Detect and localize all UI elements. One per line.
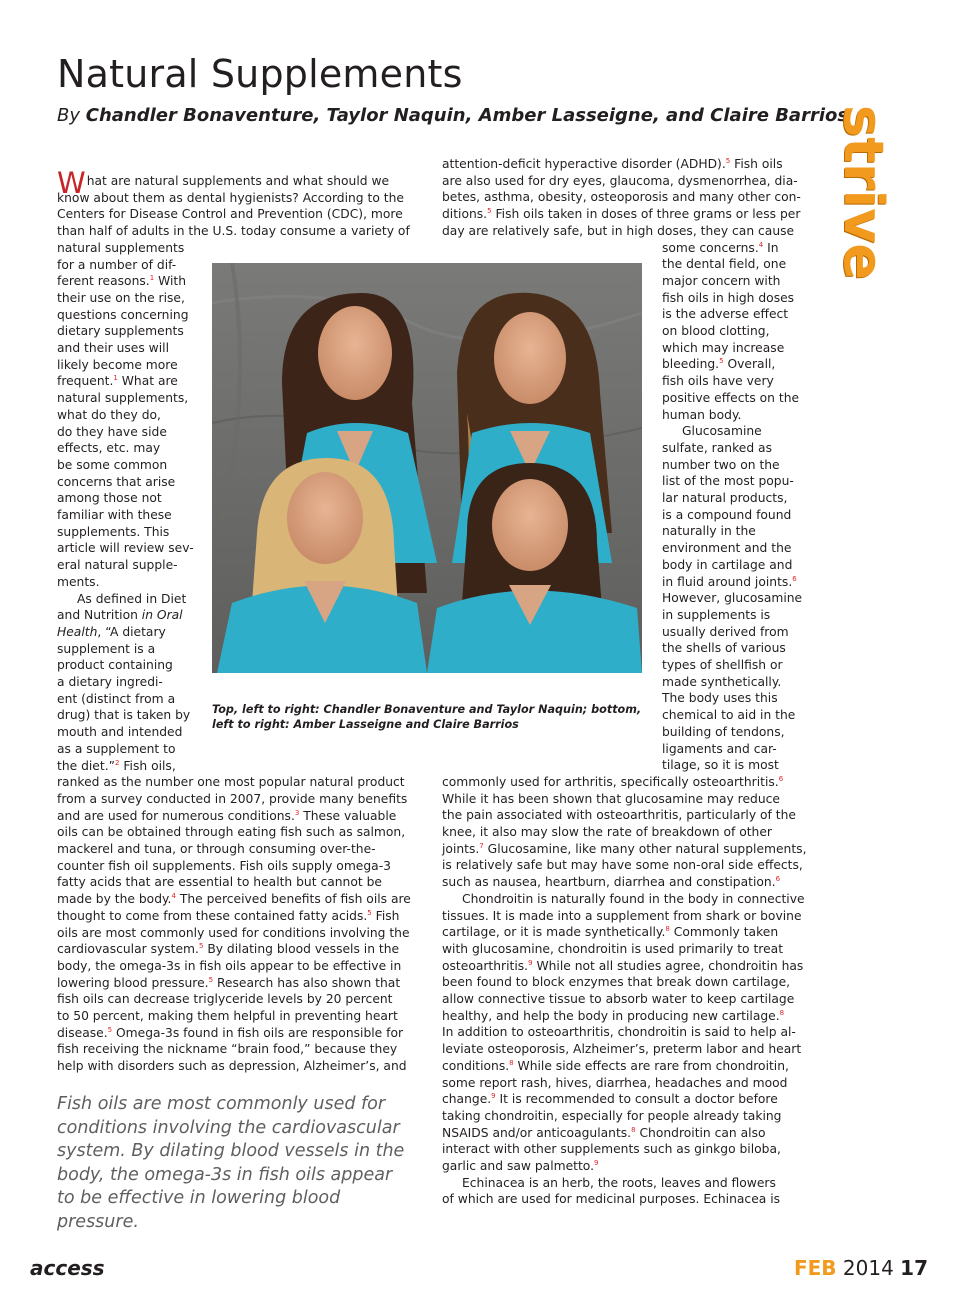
text-run: such as nausea, heartburn, diarrhea and constipation.: [442, 875, 776, 890]
text-run: It is recommended to consult a doctor before: [495, 1092, 778, 1107]
col2-line: [442, 1191, 802, 1208]
citation-number: 4: [171, 892, 176, 900]
col1-line: [57, 507, 192, 524]
col2-line: [442, 1008, 802, 1025]
text-run: on blood clotting,: [662, 324, 770, 338]
col2-line: [442, 173, 802, 190]
text-run: cardiovascular system.: [57, 942, 199, 957]
text-run: fish oils in high doses: [662, 290, 795, 305]
col1-line: [57, 758, 192, 775]
col1-line: [57, 841, 407, 858]
col1-line: [57, 591, 192, 608]
byline: [57, 105, 848, 126]
citation-number: 7: [479, 841, 484, 850]
citation-number: 9: [528, 958, 533, 967]
text-run: made synthetically.: [662, 674, 782, 689]
text-run: ments.: [57, 574, 100, 589]
text-run: taking chondroitin, especially for people already taking: [442, 1108, 782, 1123]
text-run: usually derived from: [662, 624, 789, 639]
col2-line: [442, 1091, 802, 1108]
col2-line: [442, 1075, 802, 1092]
text-run: tilage, so it is most: [662, 758, 779, 773]
col2-line: [442, 1175, 802, 1192]
text-run: NSAIDS and/or anticoagulants.: [442, 1125, 632, 1140]
text-run: fatty acids that are essential to health but cannot be: [57, 875, 382, 890]
text-run: do they have side: [57, 424, 167, 439]
col1-line: [57, 240, 192, 257]
col1-line: [57, 774, 407, 791]
text-run: Overall,: [723, 357, 776, 372]
text-run: mackerel and tuna, or through consuming over-the-: [57, 842, 376, 856]
col2-line: [442, 1041, 802, 1058]
text-run: from a survey conducted in 2007, provide many benefits: [57, 791, 408, 806]
col2-line: [442, 924, 802, 941]
text-run: natural supplements: [57, 240, 185, 255]
text-run: is relatively safe but may have some non-oral side effects,: [442, 858, 803, 873]
col1-line: [57, 273, 192, 290]
text-run: questions concerning: [57, 307, 189, 322]
footer-page-number: 17: [900, 1256, 928, 1280]
text-run: supplement is a: [57, 641, 156, 656]
text-run: hat are natural supplements and what should we: [86, 174, 390, 188]
col2-line: [442, 891, 805, 908]
text-run: natural supplements,: [57, 391, 189, 406]
col2-line: [442, 974, 802, 991]
col1-line: [57, 724, 192, 741]
text-run: likely become more: [57, 357, 178, 372]
col2-line: [442, 1108, 802, 1125]
col1-line: [57, 674, 192, 691]
section-tab-label: strive: [832, 105, 895, 280]
text-run: ent (distinct from a: [57, 691, 176, 706]
col1-line: [57, 824, 407, 841]
col2-line: [662, 707, 802, 724]
citation-number: 9: [491, 1092, 496, 1101]
col2-line: [662, 640, 802, 657]
col1-line: [57, 524, 192, 541]
col1-line: [57, 323, 192, 340]
col1-line: [57, 257, 192, 274]
col1-line: [57, 1025, 407, 1042]
text-run: some report rash, hives, diarrhea, headaches and mood: [442, 1075, 788, 1090]
text-run: list of the most popu-: [662, 474, 794, 489]
citation-number: 3: [294, 808, 300, 817]
text-run: These valuable: [299, 808, 397, 823]
col1-line: [57, 624, 192, 641]
citation-number: 8: [631, 1125, 636, 1134]
col2-line: [662, 273, 802, 290]
footer-month: FEB: [793, 1256, 837, 1280]
text-run: In addition to osteoarthritis, chondroitin is said to help al-: [442, 1025, 796, 1040]
text-run: bleeding.: [662, 357, 720, 372]
text-run: Fish oils: [730, 157, 783, 171]
text-run: is a compound found: [662, 507, 792, 522]
col1-line: [57, 741, 192, 758]
col2-line: [662, 323, 802, 340]
text-run: in fluid around joints.: [662, 574, 793, 589]
col2-line: [662, 423, 802, 440]
text-run: than half of adults in the U.S. today consume a variety of: [57, 224, 410, 239]
col2-line: [442, 189, 802, 206]
col2-line: [662, 624, 802, 641]
text-run: conditions.: [442, 1058, 510, 1073]
text-run: However, glucosamine: [662, 591, 803, 606]
citation-number: 4: [758, 240, 764, 249]
text-run: attention-deficit hyperactive disorder (ADHD).: [442, 157, 726, 171]
text-run: sulfate, ranked as: [662, 440, 772, 455]
text-run: counter fish oil supplements. Fish oils supply omega-3: [57, 858, 391, 873]
col1-line: [57, 858, 407, 875]
citation-number: 5: [719, 357, 724, 366]
col2-line: [442, 824, 802, 841]
text-run: joints.: [442, 841, 480, 856]
col2-line: [442, 958, 802, 975]
text-run: Echinacea is an herb, the roots, leaves and flowers: [462, 1175, 776, 1190]
text-run: environment and the: [662, 541, 792, 556]
text-run: which may increase: [662, 340, 785, 355]
col2-line: [662, 724, 802, 741]
col2-line: [662, 674, 802, 691]
text-run: for a number of dif-: [57, 257, 177, 272]
citation-number: 8: [509, 1058, 514, 1067]
text-run: what do they do,: [57, 407, 161, 422]
text-run: The perceived benefits of fish oils are: [175, 892, 411, 907]
col1-line: [57, 808, 407, 825]
col2-line: [442, 807, 802, 824]
col2-line: [662, 256, 802, 273]
col1-line: [57, 941, 407, 958]
col2-line: [662, 540, 802, 557]
text-run: lowering blood pressure.: [57, 975, 209, 990]
byline-prefix: By: [57, 105, 81, 126]
col2-line: [662, 457, 802, 474]
photo-caption: Top, left to right: Chandler Bonaventure and Taylor Naquin; bottom, left to right: Amber Lasseigne and Claire Barrios: [212, 703, 642, 731]
col2-line: [442, 908, 802, 925]
text-run: interact with other supplements such as ginkgo biloba,: [442, 1142, 781, 1157]
col1-line: [57, 707, 192, 724]
text-run: With: [154, 274, 187, 289]
citation-number: 5: [198, 942, 204, 951]
col1-line: [57, 657, 192, 674]
text-run: osteoarthritis.: [442, 958, 529, 973]
col2-line: [662, 473, 802, 490]
text-run: familiar with these: [57, 508, 172, 522]
col2-line: [442, 156, 802, 173]
text-run: Research has also shown that: [213, 975, 401, 990]
col2-line: [662, 507, 802, 524]
col1-line: [57, 991, 407, 1008]
text-run: and their uses will: [57, 341, 169, 355]
col1-line: [57, 440, 192, 457]
text-run: the pain associated with osteoarthritis, particularly of the: [442, 808, 796, 823]
italic-run: Health: [57, 624, 98, 639]
text-run: Chondroitin can also: [635, 1125, 766, 1140]
text-run: eral natural supple-: [57, 558, 178, 573]
col2-line: [662, 741, 802, 758]
col2-line: [662, 523, 802, 540]
text-run: Chondroitin is naturally found in the body in connective: [462, 891, 805, 906]
text-run: the dental field, one: [662, 257, 787, 272]
col1-line: [57, 691, 192, 708]
text-run: fish oils have very: [662, 374, 774, 389]
citation-number: 8: [665, 925, 670, 934]
text-run: dietary supplements: [57, 324, 184, 339]
text-run: disease.: [57, 1025, 108, 1040]
col1-line: [57, 975, 407, 992]
text-run: building of tendons,: [662, 724, 785, 739]
text-run: tissues. It is made into a supplement from shark or bovine: [442, 908, 802, 923]
col1-line: [57, 390, 192, 407]
col1-line: [57, 557, 192, 574]
col1-line: [57, 925, 410, 942]
text-run: Glucosamine, like many other natural supplements,: [483, 841, 807, 856]
col1-line: [57, 223, 410, 240]
col1-line: [57, 641, 192, 658]
text-run: are also used for dry eyes, glaucoma, dysmenorrhea, dia-: [442, 173, 798, 188]
text-run: By dilating blood vessels in the: [203, 942, 400, 957]
text-run: concerns that arise: [57, 474, 176, 489]
text-run: ditions.: [442, 207, 488, 222]
citation-number: 9: [594, 1158, 599, 1167]
col2-line: [662, 607, 802, 624]
text-run: healthy, and help the body in producing new cartilage.: [442, 1008, 780, 1023]
col2-line: [442, 1024, 802, 1041]
text-run: change.: [442, 1092, 492, 1107]
text-run: leviate osteoporosis, Alzheimer’s, preterm labor and heart: [442, 1042, 802, 1057]
col1-line: [57, 908, 407, 925]
text-run: Fish oils taken in doses of three grams or less per: [491, 207, 801, 222]
text-run: allow connective tissue to absorb water to keep cartilage: [442, 992, 795, 1006]
col1-line: [57, 424, 192, 441]
col1-line: [57, 791, 407, 808]
text-run: lar natural products,: [662, 491, 788, 505]
text-run: As defined in Diet: [77, 591, 187, 606]
col2-line: [662, 407, 802, 424]
citation-number: 5: [107, 1025, 113, 1034]
byline-authors: Chandler Bonaventure, Taylor Naquin, Amber Lasseigne, and Claire Barrios: [85, 105, 849, 126]
text-run: Fish oils,: [119, 758, 176, 773]
group-photo: [212, 263, 642, 673]
col2-line: [442, 1125, 802, 1142]
text-run: be some common: [57, 457, 168, 472]
text-run: to 50 percent, making them helpful in preventing heart: [57, 1009, 398, 1023]
text-run: Glucosamine: [682, 424, 762, 439]
col2-line: [442, 941, 802, 958]
text-run: their use on the rise,: [57, 290, 185, 305]
text-run: human body.: [662, 407, 742, 422]
text-run: the diet.”: [57, 758, 115, 773]
text-run: supplements. This: [57, 524, 170, 539]
text-run: Commonly taken: [669, 925, 779, 940]
text-run: What are: [117, 374, 178, 389]
col2-line: [662, 557, 802, 574]
pull-quote: Fish oils are most commonly used for conditions involving the cardiovascular system. By dilating blood vessels in the body, the omega-3s in fish oils appear to be effective in lowering blood pressure.: [57, 1094, 405, 1232]
drop-cap: W: [57, 166, 86, 200]
text-run: number two on the: [662, 457, 780, 472]
text-run: While not all studies agree, chondroitin has: [532, 958, 804, 973]
text-run: naturally in the: [662, 524, 756, 539]
text-run: some concerns.: [662, 240, 759, 255]
text-run: in supplements is: [662, 607, 771, 622]
col2-line: [442, 841, 807, 858]
col1-line: [57, 290, 192, 307]
text-run: In: [763, 240, 779, 255]
citation-number: 1: [113, 374, 118, 383]
text-run: major concern with: [662, 273, 781, 288]
italic-run: in Oral: [141, 608, 183, 623]
col2-line: [442, 774, 802, 791]
text-run: oils are most commonly used for conditions involving the: [57, 925, 410, 940]
text-run: made by the body.: [57, 892, 172, 907]
col2-line: [662, 356, 802, 373]
text-run: among those not: [57, 491, 162, 506]
citation-number: 5: [208, 975, 214, 984]
col2-line: [662, 340, 802, 357]
footer-date-page: [794, 1256, 928, 1280]
col2-line: [442, 991, 802, 1008]
col2-line: [662, 490, 802, 507]
col1-line: [57, 874, 407, 891]
text-run: and Nutrition: [57, 608, 142, 623]
footer-year: 2014: [842, 1256, 894, 1280]
text-run: body in cartilage and: [662, 557, 793, 572]
col2-line: [442, 206, 802, 223]
citation-number: 5: [487, 207, 492, 215]
article-title: Natural Supplements: [57, 52, 463, 96]
text-run: product containing: [57, 658, 173, 673]
citation-number: 6: [792, 574, 797, 583]
col2-line: [662, 290, 802, 307]
col2-line: [662, 440, 802, 457]
text-run: garlic and saw palmetto.: [442, 1159, 595, 1173]
text-run: a dietary ingredi-: [57, 675, 163, 689]
text-run: as a supplement to: [57, 741, 176, 756]
citation-number: 2: [114, 758, 120, 767]
text-run: effects, etc. may: [57, 441, 161, 456]
citation-number: 5: [367, 908, 372, 917]
citation-number: 5: [725, 156, 731, 165]
text-run: fish oils can decrease triglyceride levels by 20 percent: [57, 992, 393, 1007]
text-run: cartilage, or it is made synthetically.: [442, 925, 666, 940]
text-run: of which are used for medicinal purposes. Echinacea is: [442, 1192, 781, 1207]
text-run: with glucosamine, chondroitin is used primarily to treat: [442, 941, 784, 956]
text-run: Omega-3s found in fish oils are responsible for: [112, 1025, 404, 1040]
col2-line: [442, 223, 802, 240]
citation-number: 1: [149, 274, 155, 283]
text-run: been found to block enzymes that break down cartilage,: [442, 975, 791, 990]
text-run: ferent reasons.: [57, 274, 150, 289]
col2-line: [662, 657, 802, 674]
col2-line: [662, 373, 802, 390]
col2-line: [442, 791, 802, 808]
text-run: the shells of various: [662, 641, 786, 656]
footer-publication: access: [30, 1256, 105, 1280]
text-run: thought to come from these contained fatty acids.: [57, 908, 368, 923]
col2-line: [442, 1158, 802, 1175]
col1-line: [57, 1041, 407, 1058]
col1-line: [57, 540, 192, 557]
citation-number: 6: [775, 875, 781, 883]
text-run: day are relatively safe, but in high doses, they can cause: [442, 223, 795, 238]
col2-line: [662, 574, 802, 591]
col2-line: [662, 590, 802, 607]
col1-line: [57, 190, 407, 207]
text-run: help with disorders such as depression, Alzheimer’s, and: [57, 1059, 407, 1074]
col2-line: [442, 1058, 802, 1075]
text-run: , “A dietary: [97, 624, 166, 639]
col2-line: [662, 390, 802, 407]
text-run: positive effects on the: [662, 390, 800, 405]
col1-line: [57, 407, 192, 424]
col1-line: [57, 373, 192, 390]
text-run: drug) that is taken by: [57, 708, 191, 723]
text-run: While it has been shown that glucosamine may reduce: [442, 791, 780, 806]
text-run: article will review sev-: [57, 541, 194, 556]
col1-line: [57, 457, 192, 474]
col1-line: [57, 357, 192, 374]
col1-line: [57, 340, 192, 357]
col1-line: [57, 1058, 407, 1075]
col1-line: [57, 1008, 407, 1025]
text-run: types of shellfish or: [662, 658, 783, 672]
col2-line: [662, 306, 802, 323]
col1-line: [57, 891, 411, 908]
col1-line: [57, 206, 407, 223]
text-run: Centers for Disease Control and Prevention (CDC), more: [57, 207, 403, 222]
text-run: ranked as the number one most popular natural product: [57, 775, 405, 790]
text-run: is the adverse effect: [662, 307, 789, 322]
col2-line: [662, 240, 802, 257]
text-run: and are used for numerous conditions.: [57, 808, 295, 823]
col2-line: [662, 757, 802, 774]
text-run: commonly used for arthritis, specifically osteoarthritis.: [442, 774, 779, 789]
col1-line: [57, 607, 192, 624]
col1-line: [57, 490, 192, 507]
col2-line: [442, 1141, 802, 1158]
text-run: While side effects are rare from chondroitin,: [513, 1058, 789, 1073]
col1-line: [57, 574, 192, 591]
col2-line: [662, 690, 802, 707]
text-run: frequent.: [57, 374, 114, 389]
text-run: betes, asthma, obesity, osteoporosis and many other con-: [442, 190, 801, 205]
text-run: The body uses this: [662, 691, 778, 706]
col1-line: [57, 958, 407, 975]
text-run: chemical to aid in the: [662, 708, 796, 723]
col1-line: [57, 307, 192, 324]
text-run: ligaments and car-: [662, 741, 777, 756]
col2-line: [442, 857, 802, 874]
text-run: oils can be obtained through eating fish such as salmon,: [57, 825, 406, 840]
text-run: Fish: [371, 908, 400, 923]
text-run: body, the omega-3s in fish oils appear to be effective in: [57, 958, 402, 973]
text-run: knee, it also may slow the rate of breakdown of other: [442, 825, 772, 839]
citation-number: 6: [778, 774, 784, 783]
text-run: know about them as dental hygienists? According to the: [57, 190, 404, 205]
col2-line: [442, 874, 802, 891]
citation-number: 8: [779, 1008, 785, 1017]
group-photo-image: [212, 263, 642, 673]
text-run: mouth and intended: [57, 725, 183, 740]
col1-line: [57, 474, 192, 491]
text-run: fish receiving the nickname “brain food,” because they: [57, 1042, 398, 1057]
